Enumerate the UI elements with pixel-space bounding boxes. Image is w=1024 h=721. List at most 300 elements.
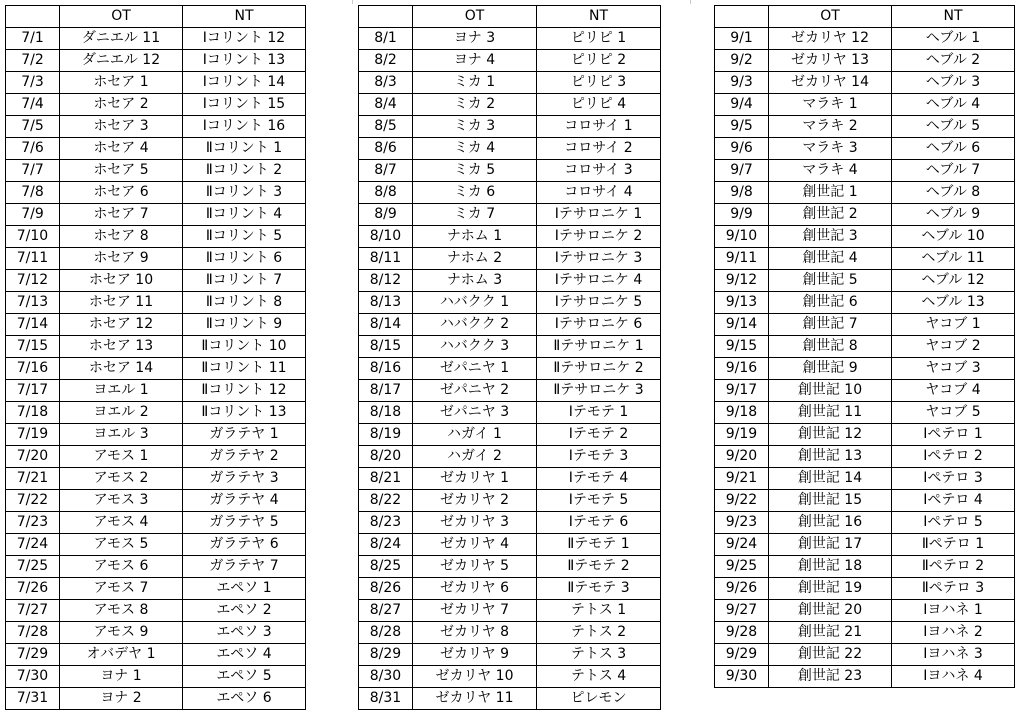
nt-reading-cell: Ⅰテサロニケ 5 <box>537 292 661 314</box>
ot-reading-cell: ヨエル 3 <box>60 424 183 446</box>
table-row <box>6 336 306 358</box>
ot-reading-cell: ヨナ 4 <box>413 50 537 72</box>
ot-reading-cell: アモス 2 <box>60 468 183 490</box>
table-row <box>6 358 306 380</box>
date-header <box>359 6 413 28</box>
ot-reading-cell: ゼカリヤ 4 <box>413 534 537 556</box>
date-cell: 7/21 <box>6 468 60 490</box>
table-row <box>6 138 306 160</box>
date-cell: 9/17 <box>715 380 769 402</box>
nt-reading-cell: Ⅱコリント 4 <box>183 204 306 226</box>
nt-reading-cell: ピリピ 4 <box>537 94 661 116</box>
nt-reading-cell: ヘブル 3 <box>892 72 1015 94</box>
date-cell: 8/31 <box>359 688 413 710</box>
nt-reading-cell: Ⅰテサロニケ 4 <box>537 270 661 292</box>
table-row <box>715 622 1015 644</box>
date-cell: 7/17 <box>6 380 60 402</box>
ot-reading-cell: ゼカリヤ 14 <box>769 72 892 94</box>
table-row <box>6 72 306 94</box>
ot-reading-cell: アモス 8 <box>60 600 183 622</box>
table-row <box>715 292 1015 314</box>
ot-reading-cell: 創世記 12 <box>769 424 892 446</box>
table-row <box>715 94 1015 116</box>
date-cell: 7/20 <box>6 446 60 468</box>
nt-reading-cell: Ⅱコリント 9 <box>183 314 306 336</box>
ot-reading-cell: 創世記 13 <box>769 446 892 468</box>
table-row <box>6 402 306 424</box>
date-cell: 8/21 <box>359 468 413 490</box>
date-cell: 9/9 <box>715 204 769 226</box>
ot-reading-cell: ヨエル 1 <box>60 380 183 402</box>
nt-reading-cell: Ⅱテモテ 3 <box>537 578 661 600</box>
header-row <box>715 6 1015 28</box>
table-row <box>359 622 661 644</box>
date-cell: 8/10 <box>359 226 413 248</box>
date-cell: 9/27 <box>715 600 769 622</box>
ot-reading-cell: ゼカリヤ 6 <box>413 578 537 600</box>
ot-reading-cell: アモス 6 <box>60 556 183 578</box>
ot-reading-cell: ヨエル 2 <box>60 402 183 424</box>
date-cell: 9/13 <box>715 292 769 314</box>
date-cell: 7/19 <box>6 424 60 446</box>
nt-reading-cell: エペソ 4 <box>183 644 306 666</box>
date-cell: 9/11 <box>715 248 769 270</box>
ot-reading-cell: ゼカリヤ 3 <box>413 512 537 534</box>
nt-reading-cell: Ⅱコリント 7 <box>183 270 306 292</box>
date-cell: 9/4 <box>715 94 769 116</box>
table-row <box>6 556 306 578</box>
table-row <box>359 380 661 402</box>
ot-reading-cell: アモス 1 <box>60 446 183 468</box>
nt-reading-cell: Ⅰコリント 13 <box>183 50 306 72</box>
ot-reading-cell: ゼカリヤ 11 <box>413 688 537 710</box>
date-cell: 9/7 <box>715 160 769 182</box>
nt-reading-cell: ガラテヤ 5 <box>183 512 306 534</box>
nt-reading-cell: Ⅰテサロニケ 6 <box>537 314 661 336</box>
nt-reading-cell: Ⅱコリント 13 <box>183 402 306 424</box>
ot-reading-cell: ホセア 8 <box>60 226 183 248</box>
nt-reading-cell: テトス 3 <box>537 644 661 666</box>
ot-reading-cell: アモス 9 <box>60 622 183 644</box>
july-schedule-table <box>5 5 306 710</box>
july-rows <box>6 28 306 710</box>
table-row <box>6 182 306 204</box>
nt-reading-cell: ヘブル 2 <box>892 50 1015 72</box>
ot-reading-cell: ヨナ 1 <box>60 666 183 688</box>
date-cell: 7/9 <box>6 204 60 226</box>
nt-reading-cell: ガラテヤ 7 <box>183 556 306 578</box>
nt-reading-cell: Ⅰコリント 14 <box>183 72 306 94</box>
date-cell: 8/8 <box>359 182 413 204</box>
table-row <box>715 556 1015 578</box>
table-row <box>715 182 1015 204</box>
date-cell: 8/4 <box>359 94 413 116</box>
nt-reading-cell: Ⅰヨハネ 1 <box>892 600 1015 622</box>
nt-reading-cell: ヘブル 10 <box>892 226 1015 248</box>
date-cell: 9/22 <box>715 490 769 512</box>
nt-reading-cell: ピリピ 1 <box>537 28 661 50</box>
table-row <box>359 270 661 292</box>
nt-reading-cell: ガラテヤ 1 <box>183 424 306 446</box>
table-row <box>715 534 1015 556</box>
date-cell: 8/27 <box>359 600 413 622</box>
ot-reading-cell: ゼパニヤ 3 <box>413 402 537 424</box>
ot-reading-cell: 創世記 14 <box>769 468 892 490</box>
table-row <box>359 94 661 116</box>
date-cell: 9/29 <box>715 644 769 666</box>
ot-reading-cell: 創世記 21 <box>769 622 892 644</box>
table-row <box>359 314 661 336</box>
nt-reading-cell: Ⅰテモテ 5 <box>537 490 661 512</box>
ot-reading-cell: ホセア 10 <box>60 270 183 292</box>
date-cell: 7/4 <box>6 94 60 116</box>
table-row <box>6 534 306 556</box>
nt-reading-cell: コロサイ 1 <box>537 116 661 138</box>
nt-reading-cell: Ⅱペテロ 3 <box>892 578 1015 600</box>
ot-reading-cell: 創世記 22 <box>769 644 892 666</box>
ot-reading-cell: ミカ 3 <box>413 116 537 138</box>
date-cell: 7/29 <box>6 644 60 666</box>
table-row <box>359 578 661 600</box>
date-cell: 7/22 <box>6 490 60 512</box>
nt-reading-cell: Ⅰテサロニケ 2 <box>537 226 661 248</box>
date-cell: 7/1 <box>6 28 60 50</box>
table-row <box>359 28 661 50</box>
ot-reading-cell: ハガイ 1 <box>413 424 537 446</box>
ot-reading-cell: アモス 7 <box>60 578 183 600</box>
table-row <box>6 160 306 182</box>
page-divider <box>690 0 691 4</box>
table-row <box>715 28 1015 50</box>
nt-reading-cell: Ⅱコリント 11 <box>183 358 306 380</box>
ot-reading-cell: 創世記 17 <box>769 534 892 556</box>
nt-reading-cell: Ⅰコリント 12 <box>183 28 306 50</box>
table-row <box>715 50 1015 72</box>
date-cell: 8/3 <box>359 72 413 94</box>
nt-reading-cell: コロサイ 4 <box>537 182 661 204</box>
ot-reading-cell: ゼカリヤ 7 <box>413 600 537 622</box>
table-row <box>359 160 661 182</box>
table-row <box>6 94 306 116</box>
date-cell: 7/16 <box>6 358 60 380</box>
august-rows <box>359 28 661 710</box>
ot-reading-cell: ナホム 1 <box>413 226 537 248</box>
ot-reading-cell: アモス 4 <box>60 512 183 534</box>
ot-reading-cell: ヨナ 3 <box>413 28 537 50</box>
table-row <box>715 314 1015 336</box>
ot-reading-cell: 創世記 2 <box>769 204 892 226</box>
date-cell: 7/18 <box>6 402 60 424</box>
date-cell: 9/24 <box>715 534 769 556</box>
date-cell: 7/8 <box>6 182 60 204</box>
table-row <box>715 600 1015 622</box>
ot-reading-cell: マラキ 2 <box>769 116 892 138</box>
table-row <box>359 204 661 226</box>
date-cell: 7/7 <box>6 160 60 182</box>
nt-reading-cell: テトス 1 <box>537 600 661 622</box>
nt-reading-cell: Ⅰコリント 16 <box>183 116 306 138</box>
nt-reading-cell: Ⅱテモテ 1 <box>537 534 661 556</box>
nt-reading-cell: ピリピ 2 <box>537 50 661 72</box>
date-cell: 9/25 <box>715 556 769 578</box>
date-cell: 9/19 <box>715 424 769 446</box>
table-row <box>715 468 1015 490</box>
date-cell: 7/2 <box>6 50 60 72</box>
table-row <box>359 490 661 512</box>
table-row <box>715 666 1015 688</box>
ot-reading-cell: マラキ 3 <box>769 138 892 160</box>
date-cell: 8/13 <box>359 292 413 314</box>
ot-reading-cell: 創世記 9 <box>769 358 892 380</box>
nt-reading-cell: Ⅱコリント 8 <box>183 292 306 314</box>
table-row <box>359 292 661 314</box>
nt-reading-cell: ヘブル 12 <box>892 270 1015 292</box>
table-row <box>715 336 1015 358</box>
table-row <box>715 424 1015 446</box>
ot-reading-cell: 創世記 16 <box>769 512 892 534</box>
table-row <box>6 270 306 292</box>
nt-reading-cell: Ⅱコリント 6 <box>183 248 306 270</box>
date-cell: 8/20 <box>359 446 413 468</box>
table-row <box>6 688 306 710</box>
nt-reading-cell: Ⅱテサロニケ 2 <box>537 358 661 380</box>
ot-reading-cell: 創世記 18 <box>769 556 892 578</box>
table-row <box>6 28 306 50</box>
ot-reading-cell: ハガイ 2 <box>413 446 537 468</box>
ot-reading-cell: ホセア 5 <box>60 160 183 182</box>
ot-reading-cell: 創世記 5 <box>769 270 892 292</box>
ot-reading-cell: ダニエル 12 <box>60 50 183 72</box>
table-row <box>715 72 1015 94</box>
table-row <box>6 314 306 336</box>
nt-reading-cell: Ⅱコリント 1 <box>183 138 306 160</box>
table-row <box>359 688 661 710</box>
ot-reading-cell: 創世記 3 <box>769 226 892 248</box>
date-cell: 7/25 <box>6 556 60 578</box>
date-cell: 9/16 <box>715 358 769 380</box>
header-row <box>359 6 661 28</box>
ot-reading-cell: ハバクク 1 <box>413 292 537 314</box>
page-divider <box>352 0 353 4</box>
ot-reading-cell: ゼパニヤ 1 <box>413 358 537 380</box>
september-rows <box>715 28 1015 688</box>
date-cell: 8/28 <box>359 622 413 644</box>
date-cell: 9/2 <box>715 50 769 72</box>
header-row <box>6 6 306 28</box>
date-cell: 8/23 <box>359 512 413 534</box>
nt-reading-cell: ガラテヤ 6 <box>183 534 306 556</box>
table-row <box>359 182 661 204</box>
nt-reading-cell: ヘブル 11 <box>892 248 1015 270</box>
nt-header: NT <box>892 6 1015 28</box>
table-row <box>359 402 661 424</box>
ot-reading-cell: オバデヤ 1 <box>60 644 183 666</box>
table-row <box>6 226 306 248</box>
ot-reading-cell: 創世記 6 <box>769 292 892 314</box>
date-cell: 9/12 <box>715 270 769 292</box>
date-cell: 8/18 <box>359 402 413 424</box>
nt-reading-cell: ガラテヤ 4 <box>183 490 306 512</box>
date-cell: 9/18 <box>715 402 769 424</box>
date-cell: 8/22 <box>359 490 413 512</box>
nt-reading-cell: Ⅰヨハネ 4 <box>892 666 1015 688</box>
nt-reading-cell: ガラテヤ 3 <box>183 468 306 490</box>
nt-reading-cell: Ⅰペテロ 5 <box>892 512 1015 534</box>
date-cell: 7/11 <box>6 248 60 270</box>
august-schedule-table <box>358 5 661 710</box>
ot-header: OT <box>769 6 892 28</box>
ot-reading-cell: ホセア 2 <box>60 94 183 116</box>
date-cell: 7/10 <box>6 226 60 248</box>
table-row <box>359 358 661 380</box>
ot-reading-cell: 創世記 20 <box>769 600 892 622</box>
nt-reading-cell: Ⅰテモテ 1 <box>537 402 661 424</box>
table-row <box>6 204 306 226</box>
table-row <box>6 644 306 666</box>
date-cell: 9/10 <box>715 226 769 248</box>
date-cell: 9/20 <box>715 446 769 468</box>
ot-reading-cell: ホセア 11 <box>60 292 183 314</box>
nt-reading-cell: Ⅰペテロ 3 <box>892 468 1015 490</box>
nt-reading-cell: Ⅰペテロ 4 <box>892 490 1015 512</box>
table-row <box>359 50 661 72</box>
table-row <box>715 248 1015 270</box>
ot-reading-cell: ホセア 7 <box>60 204 183 226</box>
date-cell: 8/26 <box>359 578 413 600</box>
nt-reading-cell: Ⅱペテロ 2 <box>892 556 1015 578</box>
ot-reading-cell: ホセア 12 <box>60 314 183 336</box>
nt-reading-cell: Ⅰコリント 15 <box>183 94 306 116</box>
ot-reading-cell: マラキ 1 <box>769 94 892 116</box>
table-row <box>6 468 306 490</box>
nt-reading-cell: テトス 4 <box>537 666 661 688</box>
ot-reading-cell: ミカ 6 <box>413 182 537 204</box>
table-row <box>715 512 1015 534</box>
ot-reading-cell: ゼカリヤ 12 <box>769 28 892 50</box>
nt-reading-cell: Ⅱコリント 12 <box>183 380 306 402</box>
date-cell: 8/14 <box>359 314 413 336</box>
ot-reading-cell: ホセア 6 <box>60 182 183 204</box>
date-cell: 8/2 <box>359 50 413 72</box>
table-row <box>6 490 306 512</box>
date-cell: 8/30 <box>359 666 413 688</box>
date-cell: 9/3 <box>715 72 769 94</box>
nt-reading-cell: エペソ 3 <box>183 622 306 644</box>
date-cell: 9/26 <box>715 578 769 600</box>
date-cell: 7/14 <box>6 314 60 336</box>
date-cell: 9/28 <box>715 622 769 644</box>
date-cell: 7/6 <box>6 138 60 160</box>
nt-reading-cell: Ⅱテサロニケ 1 <box>537 336 661 358</box>
table-row <box>359 666 661 688</box>
nt-reading-cell: Ⅰテモテ 4 <box>537 468 661 490</box>
ot-reading-cell: ナホム 2 <box>413 248 537 270</box>
ot-reading-cell: ゼカリヤ 2 <box>413 490 537 512</box>
ot-reading-cell: ミカ 5 <box>413 160 537 182</box>
date-cell: 9/8 <box>715 182 769 204</box>
ot-reading-cell: アモス 3 <box>60 490 183 512</box>
ot-reading-cell: ナホム 3 <box>413 270 537 292</box>
ot-reading-cell: 創世記 23 <box>769 666 892 688</box>
nt-reading-cell: ヘブル 5 <box>892 116 1015 138</box>
table-row <box>359 644 661 666</box>
date-header <box>715 6 769 28</box>
table-row <box>715 358 1015 380</box>
nt-reading-cell: Ⅱコリント 3 <box>183 182 306 204</box>
table-row <box>715 270 1015 292</box>
ot-reading-cell: アモス 5 <box>60 534 183 556</box>
table-row <box>715 226 1015 248</box>
nt-reading-cell: ガラテヤ 2 <box>183 446 306 468</box>
date-cell: 8/19 <box>359 424 413 446</box>
nt-reading-cell: エペソ 1 <box>183 578 306 600</box>
ot-reading-cell: ホセア 13 <box>60 336 183 358</box>
nt-reading-cell: ヘブル 1 <box>892 28 1015 50</box>
table-row <box>359 556 661 578</box>
nt-reading-cell: エペソ 5 <box>183 666 306 688</box>
date-cell: 8/29 <box>359 644 413 666</box>
nt-header: NT <box>537 6 661 28</box>
nt-reading-cell: Ⅱペテロ 1 <box>892 534 1015 556</box>
table-row <box>6 666 306 688</box>
nt-reading-cell: ヤコブ 2 <box>892 336 1015 358</box>
table-row <box>715 402 1015 424</box>
table-row <box>6 248 306 270</box>
nt-reading-cell: ピレモン <box>537 688 661 710</box>
date-cell: 8/11 <box>359 248 413 270</box>
date-cell: 8/9 <box>359 204 413 226</box>
date-cell: 7/3 <box>6 72 60 94</box>
date-cell: 7/15 <box>6 336 60 358</box>
date-cell: 7/27 <box>6 600 60 622</box>
table-row <box>6 578 306 600</box>
date-cell: 8/16 <box>359 358 413 380</box>
date-cell: 7/28 <box>6 622 60 644</box>
table-row <box>6 292 306 314</box>
ot-reading-cell: ハバクク 2 <box>413 314 537 336</box>
date-cell: 9/14 <box>715 314 769 336</box>
table-row <box>359 468 661 490</box>
nt-reading-cell: エペソ 6 <box>183 688 306 710</box>
date-cell: 7/26 <box>6 578 60 600</box>
table-row <box>359 72 661 94</box>
date-cell: 9/23 <box>715 512 769 534</box>
ot-reading-cell: 創世記 15 <box>769 490 892 512</box>
nt-reading-cell: ヤコブ 5 <box>892 402 1015 424</box>
ot-reading-cell: 創世記 8 <box>769 336 892 358</box>
ot-reading-cell: ミカ 4 <box>413 138 537 160</box>
table-row <box>715 578 1015 600</box>
nt-reading-cell: Ⅰテモテ 6 <box>537 512 661 534</box>
date-cell: 9/5 <box>715 116 769 138</box>
table-row <box>359 424 661 446</box>
ot-reading-cell: 創世記 19 <box>769 578 892 600</box>
date-cell: 7/12 <box>6 270 60 292</box>
nt-reading-cell: Ⅰペテロ 1 <box>892 424 1015 446</box>
ot-reading-cell: ミカ 2 <box>413 94 537 116</box>
table-row <box>715 138 1015 160</box>
table-row <box>6 512 306 534</box>
nt-header: NT <box>183 6 306 28</box>
table-row <box>715 116 1015 138</box>
ot-reading-cell: ゼカリヤ 5 <box>413 556 537 578</box>
nt-reading-cell: エペソ 2 <box>183 600 306 622</box>
nt-reading-cell: ヘブル 6 <box>892 138 1015 160</box>
nt-reading-cell: Ⅰテモテ 2 <box>537 424 661 446</box>
date-cell: 9/30 <box>715 666 769 688</box>
nt-reading-cell: Ⅰペテロ 2 <box>892 446 1015 468</box>
table-row <box>359 116 661 138</box>
